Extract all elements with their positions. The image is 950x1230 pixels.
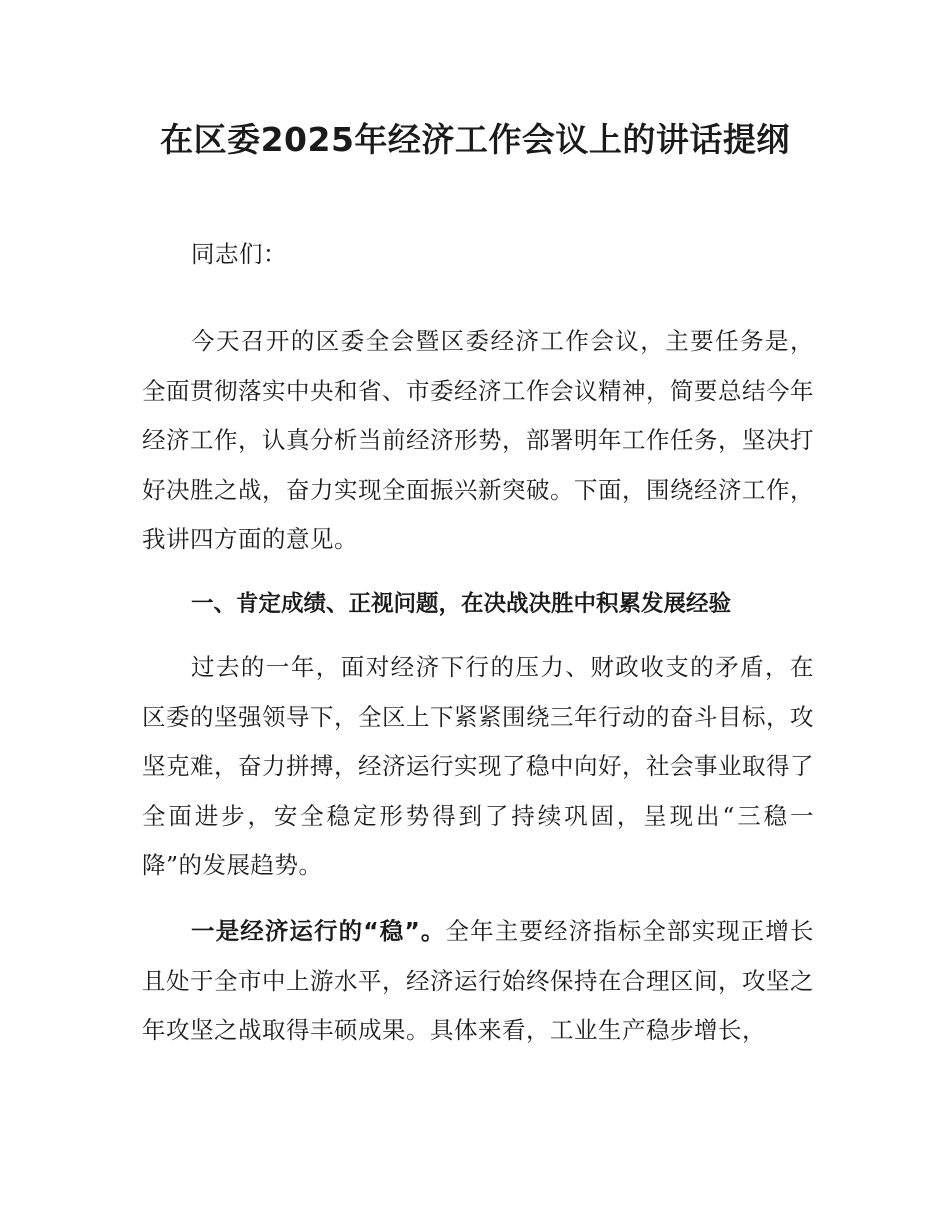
section-1-paragraph: 过去的一年，面对经济下行的压力、财政收支的矛盾，在区委的坚强领导下，全区上下紧紧围绕三年行动的奋斗目标，攻坚克难，奋力拼搏，经济运行实现了稳中向好，社会事业取得了全面进步，安全稳定形势得到了持续巩固，呈现出“三稳一降”的发展趋势。 <box>142 653 814 879</box>
point-1-paragraph <box>142 907 814 1056</box>
point-1-text: 全年主要经济指标全部实现正增长且处于全市中上游水平，经济运行始终保持在合理区间，攻坚之年攻坚之战取得丰硕成果。具体来看，工业生产稳步增长， <box>142 917 815 1044</box>
salutation: 同志们： <box>191 240 287 268</box>
intro-paragraph: 今天召开的区委全会暨区委经济工作会议，主要任务是，全面贯彻落实中央和省、市委经济工作会议精神，简要总结今年经济工作，认真分析当前经济形势，部署明年工作任务，坚决打好决胜之战，奋力实现全面振兴新突破。下面，围绕经济工作，我讲四方面的意见。 <box>142 327 814 553</box>
document-title: 在区委2025年经济工作会议上的讲话提纲 <box>160 120 790 159</box>
point-1-lead: 一是经济运行的“稳”。 <box>191 917 446 945</box>
section-1-heading: 一、肯定成绩、正视问题，在决战决胜中积累发展经验 <box>191 591 732 617</box>
